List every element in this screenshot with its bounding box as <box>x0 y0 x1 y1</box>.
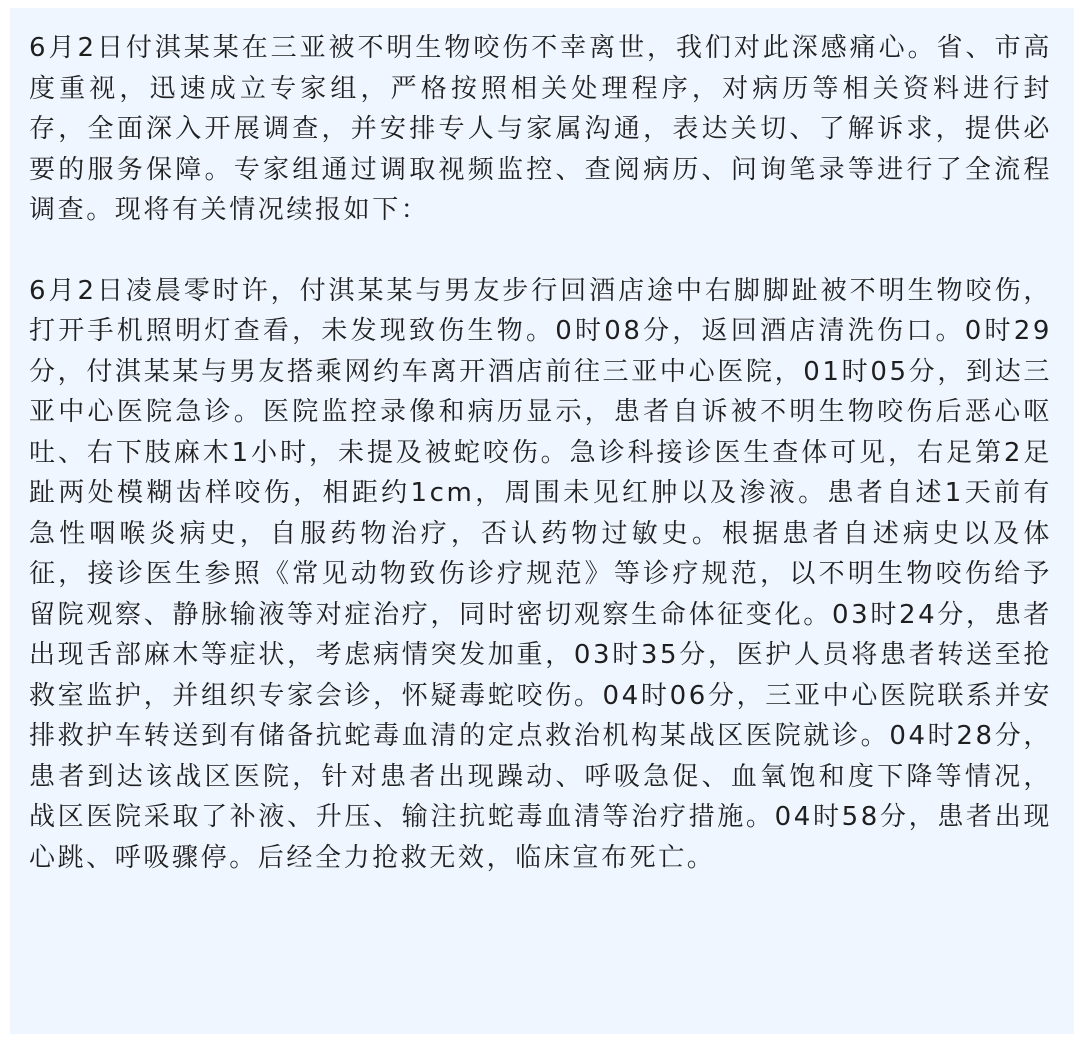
article-paragraph-intro: 6月2日付淇某某在三亚被不明生物咬伤不幸离世，我们对此深感痛心。省、市高度重视，迅速成立专家组，严格按照相关处理程序，对病历等相关资料进行封存，全面深入开展调查，并安排专人与家属沟通，表达关切、了解诉求，提供必要的服务保障。专家组通过调取视频监控、查阅病历、问询笔录等进行了全流程调查。现将有关情况续报如下： <box>29 33 1052 225</box>
article-card <box>10 8 1074 1034</box>
article-paragraph-timeline: 6月2日凌晨零时许，付淇某某与男友步行回酒店途中右脚脚趾被不明生物咬伤，打开手机照明灯查看，未发现致伤生物。0时08分，返回酒店清洗伤口。0时29分，付淇某某与男友搭乘网约车离开酒店前往三亚中心医院，01时05分，到达三亚中心医院急诊。医院监控录像和病历显示，患者自诉被不明生物咬伤后恶心呕吐、右下肢麻木1小时，未提及被蛇咬伤。急诊科接诊医生查体可见，右足第2足趾两处模糊齿样咬伤，相距约1cm，周围未见红肿以及渗液。患者自述1天前有急性咽喉炎病史，自服药物治疗，否认药物过敏史。根据患者自述病史以及体征，接诊医生参照《常见动物致伤诊疗规范》等诊疗规范，以不明生物咬伤给予留院观察、静脉输液等对症治疗，同时密切观察生命体征变化。03时24分，患者出现舌部麻木等症状，考虑病情突发加重，03时35分，医护人员将患者转送至抢救室监护，并组织专家会诊，怀疑毒蛇咬伤。04时06分，三亚中心医院联系并安排救护车转送到有储备抗蛇毒血清的定点救治机构某战区医院就诊。04时28分，患者到达该战区医院，针对患者出现躁动、呼吸急促、血氧饱和度下降等情况，战区医院采取了补液、升压、输注抗蛇毒血清等治疗措施。04时58分，患者出现心跳、呼吸骤停。后经全力抢救无效，临床宣布死亡。 <box>29 275 1052 873</box>
